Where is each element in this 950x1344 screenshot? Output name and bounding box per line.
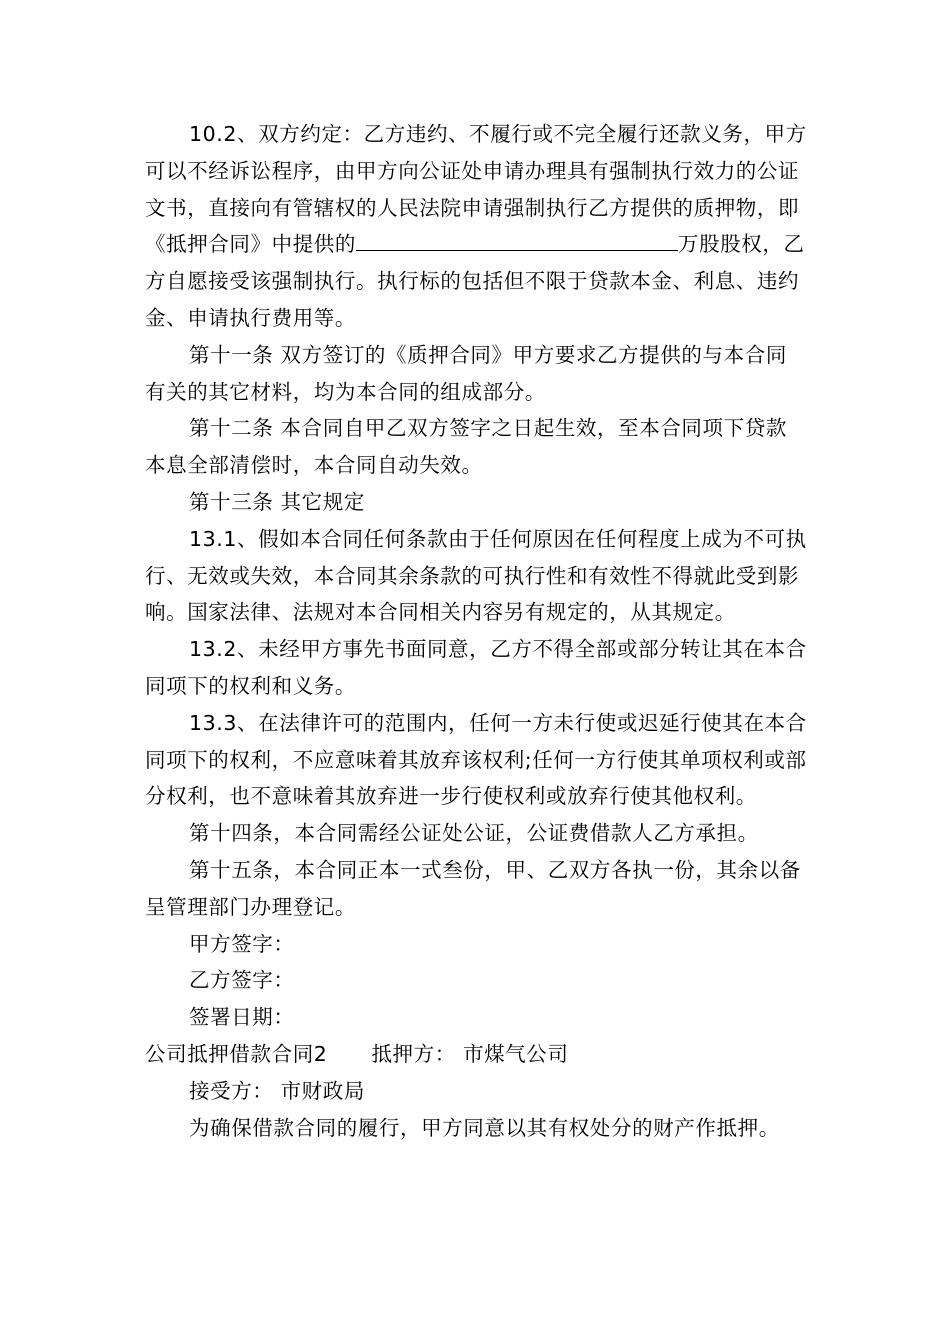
blank-fill-line <box>356 231 656 251</box>
mortgagor-line: 抵押方： 市煤气公司 <box>371 1041 569 1066</box>
clause-14: 第十四条，本合同需经公证处公证，公证费借款人乙方承担。 <box>189 821 759 846</box>
clause-15: 第十五条，本合同正本一式叁份，甲、乙双方各执一份，其余以备呈管理部门办理登记。 <box>145 857 801 919</box>
mortgagee-line: 接受方： 市财政局 <box>189 1078 365 1103</box>
clause-13-3: 13.3、在法律许可的范围内，任何一方未行使或迟延行使其在本合同项下的权利，不应意味着其放弃该权利;任何一方行使其单项权利或部分权利，也不意味着其放弃进一步行使权利或放弃行使其他权利。 <box>145 710 807 809</box>
clause-10-2-text-after: 万股股权，乙方自愿接受该强制执行。执行标的包括但不限于贷款本金、利息、违约金、申请执行费用等。 <box>145 232 805 330</box>
contract-2-title-line <box>145 1036 807 1073</box>
blank-fill-line-continued <box>656 231 678 251</box>
contract-2-title: 公司抵押借款合同2 <box>145 1041 328 1066</box>
document-body <box>145 116 807 1146</box>
clause-13-1: 13.1、假如本合同任何条款由于任何原因在任何程度上成为不可执行、无效或失效，本合同其余条款的可执行性和有效性不得就此受到影响。国家法律、法规对本合同相关内容另有规定的，从其规定。 <box>145 526 807 625</box>
contract-2-intro: 为确保借款合同的履行，甲方同意以其有权处分的财产作抵押。 <box>189 1115 780 1140</box>
clause-10-2-text-before: 10.2、双方约定：乙方违约、不履行或不完全履行还款义务，甲方可以不经诉讼程序，由甲方向公证处申请办理具有强制执行效力的公证文书，直接向有管辖权的人民法院申请强制执行乙方提供的质押物，即《抵押合同》中提供的 <box>145 122 807 257</box>
clause-12: 第十二条 本合同自甲乙双方签字之日起生效，至本合同项下贷款本息全部清偿时，本合同自动失效。 <box>145 416 787 478</box>
signature-date: 签署日期： <box>189 1005 295 1030</box>
clause-11: 第十一条 双方签订的《质押合同》甲方要求乙方提供的与本合同有关的其它材料，均为本合同的组成部分。 <box>145 342 787 404</box>
clause-13-2: 13.2、未经甲方事先书面同意，乙方不得全部或部分转让其在本合同项下的权利和义务。 <box>145 637 807 698</box>
clause-13-heading: 第十三条 其它规定 <box>189 489 365 514</box>
signature-party-b: 乙方签字： <box>189 968 295 993</box>
clause-10-2 <box>145 116 807 337</box>
signature-party-a: 甲方签字： <box>189 931 295 956</box>
